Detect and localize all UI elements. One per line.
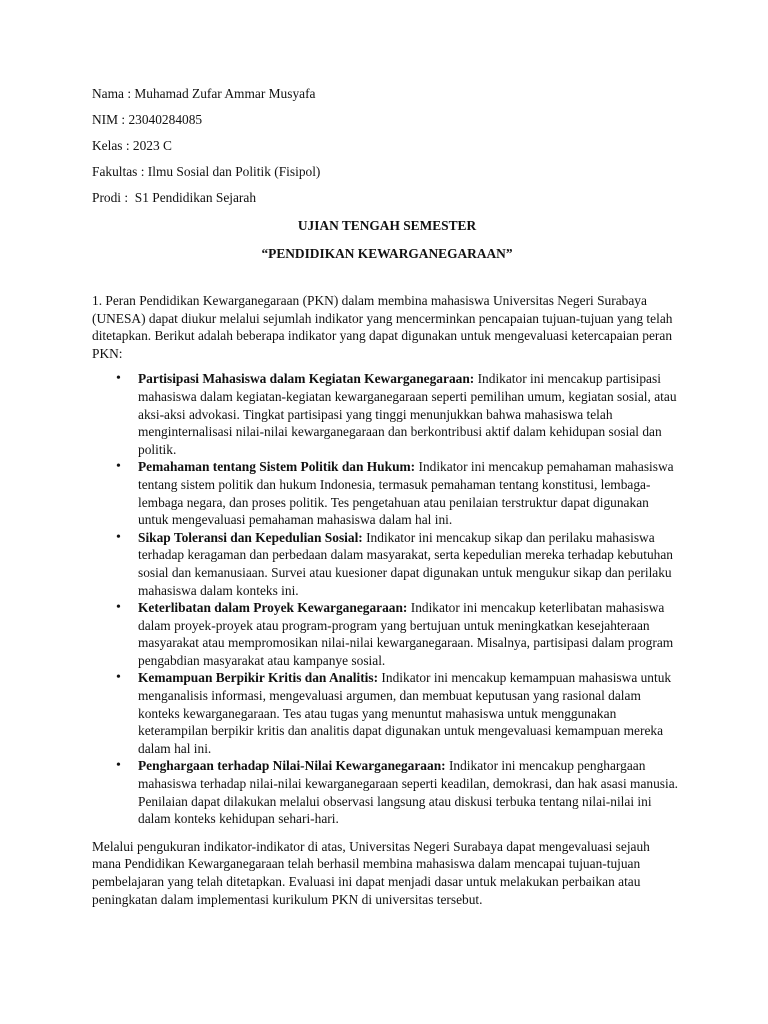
indicator-text: Indikator ini mencakup kemampuan mahasiswa untuk menganalisis informasi, mengevaluasi argumen, dan membuat keputusan yang rasional dalam konteks kewarganegaraan. Tes atau tugas yang menuntut mahasiswa untuk menggunakan keterampilan berpikir kritis dan analitis dapat digunakan untuk mengevaluasi kemampuan mereka dalam hal ini. (138, 670, 672, 756)
bullet-icon: • (116, 371, 121, 387)
indicator-item (92, 757, 682, 827)
conclusion-paragraph: Melalui pengukuran indikator-indikator di atas, Universitas Negeri Surabaya dapat mengevaluasi sejauh mana Pendidikan Kewarganegaraan telah berhasil membina mahasiswa dalam mencapai tujuan-tujuan pembelajaran yang telah ditetapkan. Evaluasi ini dapat menjadi dasar untuk melakukan perbaikan atau peningkatan dalam implementasi kurikulum PKN di universitas tersebut. (92, 838, 650, 907)
indicator-term: Sikap Toleransi dan Kepedulian Sosial: (138, 529, 363, 545)
indicator-item (92, 529, 682, 599)
indicator-list (92, 370, 682, 827)
indicator-item (92, 370, 682, 458)
course-title: “PENDIDIKAN KEWARGANEGARAAN” (261, 246, 513, 261)
indicator-term: Pemahaman tentang Sistem Politik dan Hukum: (138, 459, 416, 475)
student-nim: NIM : 23040284085 (92, 112, 203, 127)
indicator-item (92, 669, 682, 757)
indicator-item (92, 458, 682, 528)
student-info (92, 86, 682, 206)
bullet-icon: • (116, 600, 121, 616)
intro-paragraph: 1. Peran Pendidikan Kewarganegaraan (PKN) dalam membina mahasiswa Universitas Negeri Surabaya (UNESA) dapat diukur melalui sejumlah indikator yang mencerminkan pencapaian tujuan-tujuan yang telah ditetapkan. Berikut adalah beberapa indikator yang dapat digunakan untuk mengevaluasi ketercapaian peran PKN: (92, 293, 673, 361)
indicator-text: Indikator ini mencakup penghargaan mahasiswa terhadap nilai-nilai kewarganegaraan seperti keadilan, demokrasi, dan hak asasi manusia. Penilaian dapat dilakukan melalui observasi langsung atau diskusi terbuka tentang nilai-nilai ini dalam konteks kehidupan sehari-hari. (138, 758, 679, 827)
bullet-icon: • (116, 670, 121, 686)
indicator-text: Indikator ini mencakup pemahaman mahasiswa tentang sistem politik dan hukum Indonesia, termasuk pemahaman tentang konstitusi, lembaga-lembaga negara, dan proses politik. Tes pengetahuan atau penilaian terstruktur dapat digunakan untuk mengevaluasi pemahaman mahasiswa dalam hal ini. (138, 459, 674, 528)
student-faculty: Fakultas : Ilmu Sosial dan Politik (Fisipol) (92, 164, 321, 179)
student-class: Kelas : 2023 C (92, 138, 172, 153)
bullet-icon: • (116, 529, 121, 545)
student-prodi: Prodi : S1 Pendidikan Sejarah (92, 190, 257, 205)
bullet-icon: • (116, 459, 121, 475)
indicator-text: Indikator ini mencakup keterlibatan mahasiswa dalam proyek-proyek atau program-program yang bertujuan untuk meningkatkan kesejahteraan masyarakat atau mempromosikan nilai-nilai kewarganegaraan. Misalnya, partisipasi dalam program pengabdian masyarakat atau kampanye sosial. (138, 600, 674, 668)
indicator-text: Indikator ini mencakup sikap dan perilaku mahasiswa terhadap keragaman dan perbedaan dalam masyarakat, serta kepedulian mereka terhadap kebutuhan sosial dan kemanusiaan. Survei atau kuesioner dapat digunakan untuk mengukur sikap dan perilaku mahasiswa dalam konteks ini. (138, 529, 673, 598)
indicator-item (92, 599, 682, 669)
indicator-term: Partisipasi Mahasiswa dalam Kegiatan Kewarganegaraan: (138, 371, 475, 387)
indicator-term: Kemampuan Berpikir Kritis dan Analitis: (138, 670, 379, 686)
indicator-term: Keterlibatan dalam Proyek Kewarganegaraan: (138, 600, 408, 616)
indicator-text: Indikator ini mencakup partisipasi mahasiswa dalam kegiatan-kegiatan kewarganegaraan seperti pemilihan umum, kegiatan sosial, atau aksi-aksi advokasi. Tingkat partisipasi yang tinggi menunjukkan bahwa mahasiswa telah menginternalisasi nilai-nilai kewarganegaraan dan berkontribusi aktif dalam kehidupan sosial dan politik. (138, 371, 677, 457)
student-name: Nama : Muhamad Zufar Ammar Musyafa (92, 86, 316, 101)
exam-title: UJIAN TENGAH SEMESTER (297, 218, 477, 233)
bullet-icon: • (116, 758, 121, 774)
indicator-term: Penghargaan terhadap Nilai-Nilai Kewarganegaraan: (138, 758, 446, 774)
